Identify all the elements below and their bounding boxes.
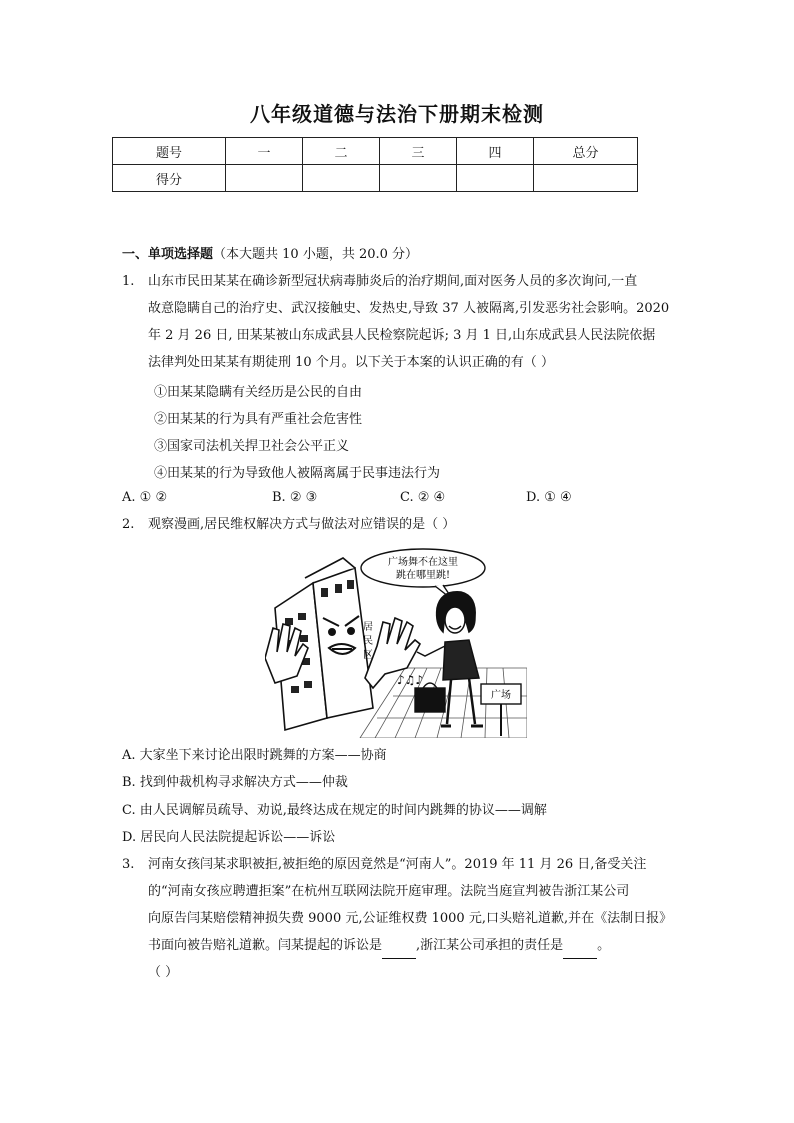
statement: ②田某某的行为具有严重社会危害性: [154, 412, 363, 427]
score-cell: 四: [457, 138, 534, 165]
section-note: （本大题共 10 小题，共 20.0 分）: [213, 247, 419, 262]
option-c[interactable]: C. ② ④: [400, 490, 446, 505]
question-number: 2.: [122, 517, 135, 532]
section-heading: [122, 243, 418, 262]
stem-line: 法律判处田某某有期徒刑 10 个月。以下关于本案的认识正确的有（ ）: [148, 355, 554, 370]
score-cell: 总分: [534, 138, 638, 165]
stem-line: [148, 932, 668, 959]
speech-line-1: 广场舞不在这里: [388, 557, 458, 568]
score-row-label: 得分: [113, 165, 226, 192]
question-stem: [148, 268, 668, 376]
stem-text: 书面向被告赔礼道歉。闫某提起的诉讼是: [148, 938, 383, 953]
option-b[interactable]: B. ② ③: [272, 490, 318, 505]
statement: ④田某某的行为导致他人被隔离属于民事违法行为: [154, 466, 441, 481]
stem-line: 山东市民田某某在确诊新型冠状病毒肺炎后的治疗期间,面对医务人员的多次询问,一直: [148, 274, 638, 289]
option-c[interactable]: C. 由人民调解员疏导、劝说,最终达成在规定的时间内跳舞的协议——调解: [122, 803, 547, 818]
stem-line: 年 2 月 26 日, 田某某被山东成武县人民检察院起诉; 3 月 1 日,山东成武县人民法院依据: [148, 328, 656, 343]
building-label-1: 居: [363, 622, 373, 633]
stem-line: 故意隐瞒自己的治疗史、武汉接触史、发热史,导致 37 人被隔离,引发恶劣社会影响。2020: [148, 301, 670, 316]
building-label-3: 区: [363, 650, 373, 661]
music-notes-icon: ♪♫♪: [397, 673, 424, 687]
answer-blank[interactable]: [563, 944, 597, 959]
cartoon-illustration: [265, 548, 527, 738]
option-b[interactable]: B. 找到仲裁机构寻求解决方式——仲裁: [122, 775, 348, 790]
score-input-cell[interactable]: [380, 165, 457, 192]
question-number: 1.: [122, 274, 135, 289]
statement: ③国家司法机关捍卫社会公平正义: [154, 439, 350, 454]
answer-blank[interactable]: [382, 944, 416, 959]
page-title: 八年级道德与法治下册期末检测: [250, 102, 544, 126]
question-number: 3.: [122, 857, 135, 872]
stem-text: 。: [597, 938, 611, 953]
stem-line: 河南女孩闫某求职被拒,被拒绝的原因竟然是“河南人”。2019 年 11 月 26 日,备受关注: [148, 857, 647, 872]
score-table: [112, 137, 638, 192]
building-label-2: 民: [363, 636, 373, 647]
option-d[interactable]: D. ① ④: [526, 490, 572, 505]
score-input-cell[interactable]: [226, 165, 303, 192]
option-a[interactable]: A. 大家坐下来讨论出限时跳舞的方案——协商: [122, 748, 387, 763]
stem-text: ,浙江某公司承担的责任是: [416, 938, 564, 953]
score-cell: 题号: [113, 138, 226, 165]
score-input-cell[interactable]: [534, 165, 638, 192]
question-stem: [148, 851, 673, 986]
option-d[interactable]: D. 居民向人民法院提起诉讼——诉讼: [122, 830, 336, 845]
score-input-cell[interactable]: [303, 165, 380, 192]
score-cell: 一: [226, 138, 303, 165]
question-stem: 观察漫画,居民维权解决方式与做法对应错误的是（ ）: [148, 517, 456, 532]
answer-paren: （ ）: [148, 965, 179, 980]
section-label: 一、单项选择题: [122, 247, 214, 262]
score-cell: 二: [303, 138, 380, 165]
score-table-header-row: [113, 138, 638, 165]
score-table-score-row: [113, 165, 638, 192]
stem-line: 的“河南女孩应聘遭拒案”在杭州互联网法院开庭审理。法院当庭宣判被告浙江某公司: [148, 884, 630, 899]
sign-label: 广场: [491, 690, 511, 701]
option-a[interactable]: A. ① ②: [122, 490, 168, 505]
score-cell: 三: [380, 138, 457, 165]
stem-line: 向原告闫某赔偿精神损失费 9000 元,公证维权费 1000 元,口头赔礼道歉,并在《法制日报》: [148, 911, 673, 926]
speech-line-2: 跳在哪里跳!: [395, 570, 451, 581]
statement: ①田某某隐瞒有关经历是公民的自由: [154, 385, 363, 400]
score-input-cell[interactable]: [457, 165, 534, 192]
